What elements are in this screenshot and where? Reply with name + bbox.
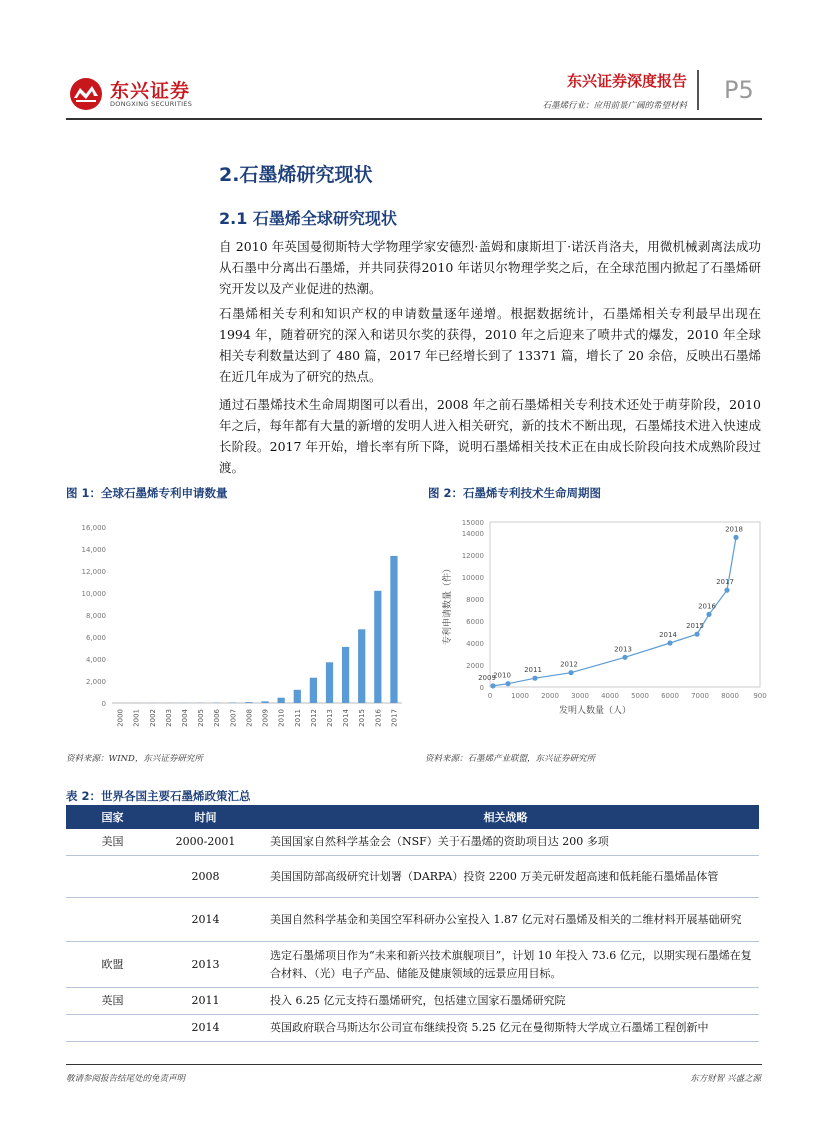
bar <box>261 701 268 703</box>
x-tick-label: 2013 <box>326 709 334 727</box>
figure2-caption: 图 2：石墨烯专利技术生命周期图 <box>428 486 602 500</box>
logo-name: 东兴证券 <box>110 80 191 102</box>
y-tick-label: 4000 <box>466 640 484 648</box>
table-row <box>66 829 759 856</box>
header-country: 国家 <box>66 805 159 829</box>
point-label: 2012 <box>560 660 578 669</box>
paragraph-1: 自 2010 年英国曼彻斯特大学物理学家安德烈·盖姆和康斯坦丁·诺沃肖洛夫，用微机械剥离法成功从石墨中分离出石墨烯，并共同获得2010 年诺贝尔物理学奖之后，在全球范围内掀起了石墨烯研究开发以及产业促进的热潮。 <box>219 239 761 296</box>
point-label: 2011 <box>524 666 542 675</box>
table-row <box>66 856 759 898</box>
bar <box>310 678 317 703</box>
y-tick-label: 8000 <box>466 596 484 604</box>
figure1-caption: 图 1：全球石墨烯专利申请数量 <box>66 486 228 500</box>
bar <box>390 556 397 703</box>
bar <box>358 629 365 703</box>
y-axis-title: 专利申请数量（件） <box>443 563 453 646</box>
table-header-row <box>66 805 759 829</box>
x-tick-label: 3000 <box>571 692 589 700</box>
y-tick-label: 12,000 <box>81 568 106 576</box>
cell-year: 2014 <box>159 1015 252 1042</box>
section-title: 2.石墨烯研究现状 <box>219 164 373 186</box>
y-tick-label: 15000 <box>461 519 484 527</box>
figure2-source: 资料来源：石墨烯产业联盟，东兴证券研究所 <box>425 754 596 764</box>
x-tick-label: 2012 <box>309 709 318 727</box>
bar <box>294 690 301 703</box>
x-tick-label: 2000 <box>541 692 559 700</box>
cell-year: 2000-2001 <box>159 829 252 856</box>
cell-strategy: 投入 6.25 亿元支持石墨烯研究，包括建立国家石墨烯研究院 <box>252 988 759 1015</box>
x-tick-label: 1000 <box>511 692 529 700</box>
y-tick-label: 0 <box>101 700 106 708</box>
x-tick-label: 2002 <box>148 709 157 727</box>
plot-frame <box>490 522 760 687</box>
x-tick-label: 2003 <box>164 709 173 727</box>
table-row <box>66 942 759 988</box>
data-point <box>667 640 672 645</box>
data-point <box>694 632 699 637</box>
bar <box>326 662 333 703</box>
header-year: 时间 <box>159 805 252 829</box>
x-tick-label: 2011 <box>293 709 302 727</box>
data-point <box>733 535 738 540</box>
bar <box>374 591 381 703</box>
cell-country <box>66 898 159 942</box>
patent-count-bar-chart <box>66 515 411 730</box>
x-tick-label: 7000 <box>691 692 709 700</box>
x-tick-label: 4000 <box>601 692 619 700</box>
report-title: 东兴证券深度报告 <box>566 72 687 90</box>
cell-strategy: 美国国家自然科学基金会（NSF）关于石墨烯的资助项目达 200 多项 <box>252 829 759 856</box>
cell-country <box>66 1015 159 1042</box>
x-tick-label: 2010 <box>277 709 286 727</box>
x-axis-title: 发明人数量（人） <box>558 706 632 716</box>
cell-country <box>66 856 159 898</box>
data-point <box>568 670 573 675</box>
cell-strategy: 美国自然科学基金和美国空军科研办公室投入 1.87 亿元对石墨烯及相关的二维材料开展基础研究 <box>252 898 759 942</box>
x-tick-label: 2007 <box>229 709 238 727</box>
footer-disclaimer: 敬请参阅报告结尾处的免责声明 <box>66 1074 186 1084</box>
bar <box>245 702 252 703</box>
x-tick-label: 6000 <box>661 692 679 700</box>
y-tick-label: 6000 <box>466 618 484 626</box>
table-row <box>66 898 759 942</box>
policy-table-wrap <box>66 805 759 1042</box>
paragraph-3: 通过石墨烯技术生命周期图可以看出，2008 年之前石墨烯相关专利技术还处于萌芽阶段，2010 年之后，每年都有大量的新增的发明人进入相关研究，新的技术不断出现，石墨烯技术进入快速成长阶段。2017 年开始，增长率有所下降，说明石墨烯相关技术正在由成长阶段向技术成熟阶段过渡。 <box>219 397 761 475</box>
series-line <box>493 537 736 686</box>
data-point <box>706 612 711 617</box>
data-point <box>724 588 729 593</box>
data-point <box>622 655 627 660</box>
cell-strategy: 英国政府联合马斯达尔公司宣布继续投资 5.25 亿元在曼彻斯特大学成立石墨烯工程创新中 <box>252 1015 759 1042</box>
x-tick-label: 2000 <box>116 709 125 727</box>
header-divider-vertical <box>697 70 699 110</box>
page-number: P5 <box>724 76 754 104</box>
y-tick-label: 12000 <box>461 552 484 560</box>
logo-mark-icon <box>66 76 106 112</box>
y-tick-label: 2000 <box>466 662 484 670</box>
cell-country: 英国 <box>66 988 159 1015</box>
y-tick-label: 10,000 <box>81 590 106 598</box>
data-point <box>490 683 495 688</box>
table-caption: 表 2：世界各国主要石墨烯政策汇总 <box>66 789 251 803</box>
x-tick-label: 5000 <box>631 692 649 700</box>
cell-strategy: 美国国防部高级研究计划署（DARPA）投资 2200 万美元研发超高速和低耗能石墨烯晶体管 <box>252 856 759 898</box>
figure1-source: 资料来源：WIND，东兴证券研究所 <box>66 754 203 764</box>
x-tick-label: 2009 <box>261 709 270 727</box>
point-label: 2009 <box>478 673 496 682</box>
paragraph-2: 石墨烯相关专利和知识产权的申请数量逐年递增。根据数据统计，石墨烯相关专利最早出现在 1994 年，随着研究的深入和诺贝尔奖的获得，2010 年之后迎来了喷井式的爆发，2010 年全球相关专利数量达到了 480 篇，2017 年已经增长到了 13371 篇，增长了 20 余倍，反映出石墨烯在近几年成为了研究的热点。 <box>219 306 761 384</box>
cell-year: 2014 <box>159 898 252 942</box>
point-label: 2013 <box>614 645 632 654</box>
point-label: 2015 <box>686 622 704 631</box>
x-tick-label: 0 <box>487 692 493 700</box>
x-tick-label: 2005 <box>197 709 206 727</box>
point-label: 2010 <box>493 671 511 680</box>
bar <box>278 698 285 703</box>
cell-year: 2013 <box>159 942 252 988</box>
cell-year: 2011 <box>159 988 252 1015</box>
point-label: 2016 <box>698 602 716 611</box>
table-row <box>66 1015 759 1042</box>
y-tick-label: 2,000 <box>85 678 106 686</box>
y-tick-label: 6,000 <box>85 634 106 642</box>
cell-country: 美国 <box>66 829 159 856</box>
subsection-title: 2.1 石墨烯全球研究现状 <box>219 209 397 228</box>
x-tick-label: 2008 <box>245 709 254 727</box>
bar <box>342 647 349 703</box>
y-tick-label: 14,000 <box>81 546 106 554</box>
y-tick-label: 4,000 <box>85 656 106 664</box>
x-tick-label: 2014 <box>342 709 351 727</box>
y-tick-label: 10000 <box>461 574 484 582</box>
point-label: 2018 <box>725 525 743 534</box>
footer-slogan: 东方财智 兴盛之源 <box>690 1074 761 1084</box>
header-strategy: 相关战略 <box>252 805 759 829</box>
policy-table <box>66 805 759 1042</box>
logo <box>66 76 206 112</box>
cell-strategy: 选定石墨烯项目作为“未来和新兴技术旗舰项目”，计划 10 年投入 73.6 亿元，以期实现石墨烯在复合材料、（光）电子产品、储能及健康领域的远景应用目标。 <box>252 942 759 988</box>
point-label: 2014 <box>659 631 677 639</box>
header-rule <box>66 118 762 120</box>
cell-country: 欧盟 <box>66 942 159 988</box>
y-tick-label: 16,000 <box>81 524 106 532</box>
x-tick-label: 2001 <box>132 709 141 727</box>
x-tick-label: 2016 <box>374 709 383 727</box>
data-point <box>532 676 537 681</box>
y-tick-label: 0 <box>479 684 484 692</box>
point-label: 2017 <box>716 578 734 587</box>
logo-english: DONGXING SECURITIES <box>110 100 193 108</box>
x-tick-label: 2015 <box>358 709 367 727</box>
report-subtitle: 石墨烯行业：应用前景广阔的希望材料 <box>542 101 687 111</box>
x-tick-label: 900 <box>753 692 767 700</box>
data-point <box>505 681 510 686</box>
y-tick-label: 8,000 <box>85 612 106 620</box>
x-tick-label: 8000 <box>721 692 739 700</box>
x-tick-label: 2006 <box>213 709 222 727</box>
cell-year: 2008 <box>159 856 252 898</box>
footer-rule <box>66 1064 762 1065</box>
x-tick-label: 2017 <box>390 709 399 727</box>
table-row <box>66 988 759 1015</box>
x-tick-label: 2004 <box>181 709 189 727</box>
lifecycle-line-chart <box>428 510 773 730</box>
y-tick-label: 14000 <box>461 530 484 538</box>
